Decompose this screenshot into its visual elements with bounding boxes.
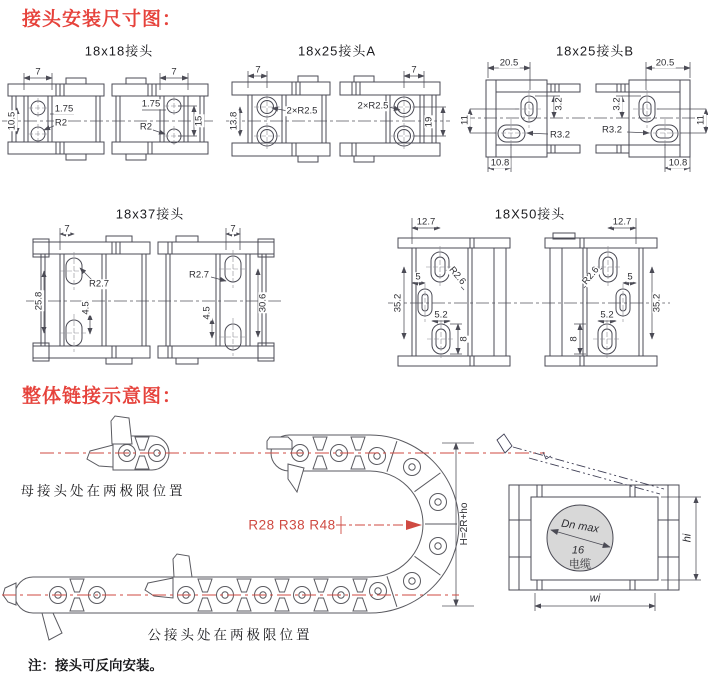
dim-label: R2.6 — [580, 264, 602, 288]
bend-radius-arrow — [406, 520, 422, 530]
dim-label: R2.6 — [446, 264, 468, 288]
cable-label: 电缆 — [569, 558, 591, 571]
dim-label: R3.2 — [601, 124, 623, 136]
dim-label: 10.8 — [490, 157, 510, 169]
dim-label: 12.7 — [612, 216, 632, 228]
dim-label: 35.2 — [392, 293, 404, 313]
chain-schematic — [3, 416, 459, 643]
diagram-title-18x37: 18x37接头 — [115, 206, 185, 222]
inner-width-label: wi — [589, 592, 601, 605]
dim-label: 13.8 — [228, 111, 240, 131]
diagram-title-18x25b: 18x25接头B — [555, 43, 635, 59]
dim-label: R3.2 — [549, 129, 571, 141]
dim-label: 4.5 — [80, 301, 92, 315]
dim-label: 4.5 — [201, 306, 213, 320]
inner-height-label: hi — [681, 533, 694, 543]
diagram-title-18x18: 18x18接头 — [84, 43, 154, 59]
dim-label: 3.2 — [553, 97, 565, 111]
female-connector-b — [267, 437, 292, 449]
dim-label: 10.8 — [668, 157, 688, 169]
dim-label: 35.2 — [651, 293, 663, 313]
dim-label: 7 — [171, 66, 177, 78]
male-connector-label: 公接头处在两极限位置 — [147, 627, 313, 643]
dim-label: 11 — [459, 115, 471, 125]
dim-label: R2.7 — [88, 278, 110, 290]
diagram-18x50 — [388, 218, 670, 366]
dim-label: 1.75 — [141, 98, 161, 110]
height-formula-label: H=2R+ho — [459, 502, 470, 546]
dim-label: 7 — [64, 223, 70, 235]
dim-label: R2 — [139, 121, 153, 133]
dim-label: 11 — [695, 115, 707, 125]
dim-label: 7 — [411, 64, 417, 76]
dim-label: 8 — [568, 336, 580, 342]
diagram-18x25b — [459, 62, 706, 172]
diagram-18x37 — [26, 228, 284, 364]
cable-diameter-label: Dn max — [560, 517, 600, 536]
diagram-title-18x50: 18X50接头 — [494, 206, 566, 222]
page-title: 接头安装尺寸图： — [22, 9, 183, 30]
dim-label: 3.2 — [611, 97, 623, 111]
dim-label: 5.2 — [434, 309, 448, 321]
male-connector-b — [173, 554, 192, 577]
dim-label: 25.8 — [33, 291, 45, 311]
diagram-18x25a — [226, 71, 450, 162]
cable-diameter-value: 16 — [571, 544, 585, 557]
dim-label: R2 — [54, 117, 68, 129]
schematic-title: 整体链接示意图： — [22, 386, 183, 407]
dim-label: 5.2 — [600, 309, 614, 321]
dim-label: 20.5 — [655, 57, 675, 69]
footnote: 注：接头可反向安装。 — [28, 658, 163, 673]
male-connector-a — [3, 583, 16, 605]
dim-label: 7 — [35, 66, 41, 78]
dim-label: 12.7 — [416, 216, 436, 228]
dim-label: 20.5 — [499, 57, 519, 69]
diagram-18x18 — [2, 73, 214, 160]
diagram-title-18x25a: 18x25接头A — [297, 43, 377, 59]
dim-label: 15 — [193, 115, 205, 127]
bend-radii-label: R28 R38 R48 — [248, 517, 336, 533]
dim-label: 5 — [627, 271, 633, 283]
dim-label: 2×R2.5 — [357, 100, 389, 112]
dim-label: 5 — [415, 271, 421, 283]
dim-label: 7 — [230, 223, 236, 235]
female-connector-label: 母接头处在两极限位置 — [20, 483, 186, 499]
dim-label: 1.75 — [54, 103, 74, 115]
dim-label: R2.7 — [188, 269, 210, 281]
dim-label: 10.5 — [6, 111, 18, 131]
dim-label: 8 — [458, 336, 470, 342]
dim-label: 30.6 — [257, 293, 269, 313]
dim-label: 19 — [423, 116, 435, 128]
dim-label: 7 — [255, 64, 261, 76]
dim-label: 2×R2.5 — [286, 105, 318, 117]
